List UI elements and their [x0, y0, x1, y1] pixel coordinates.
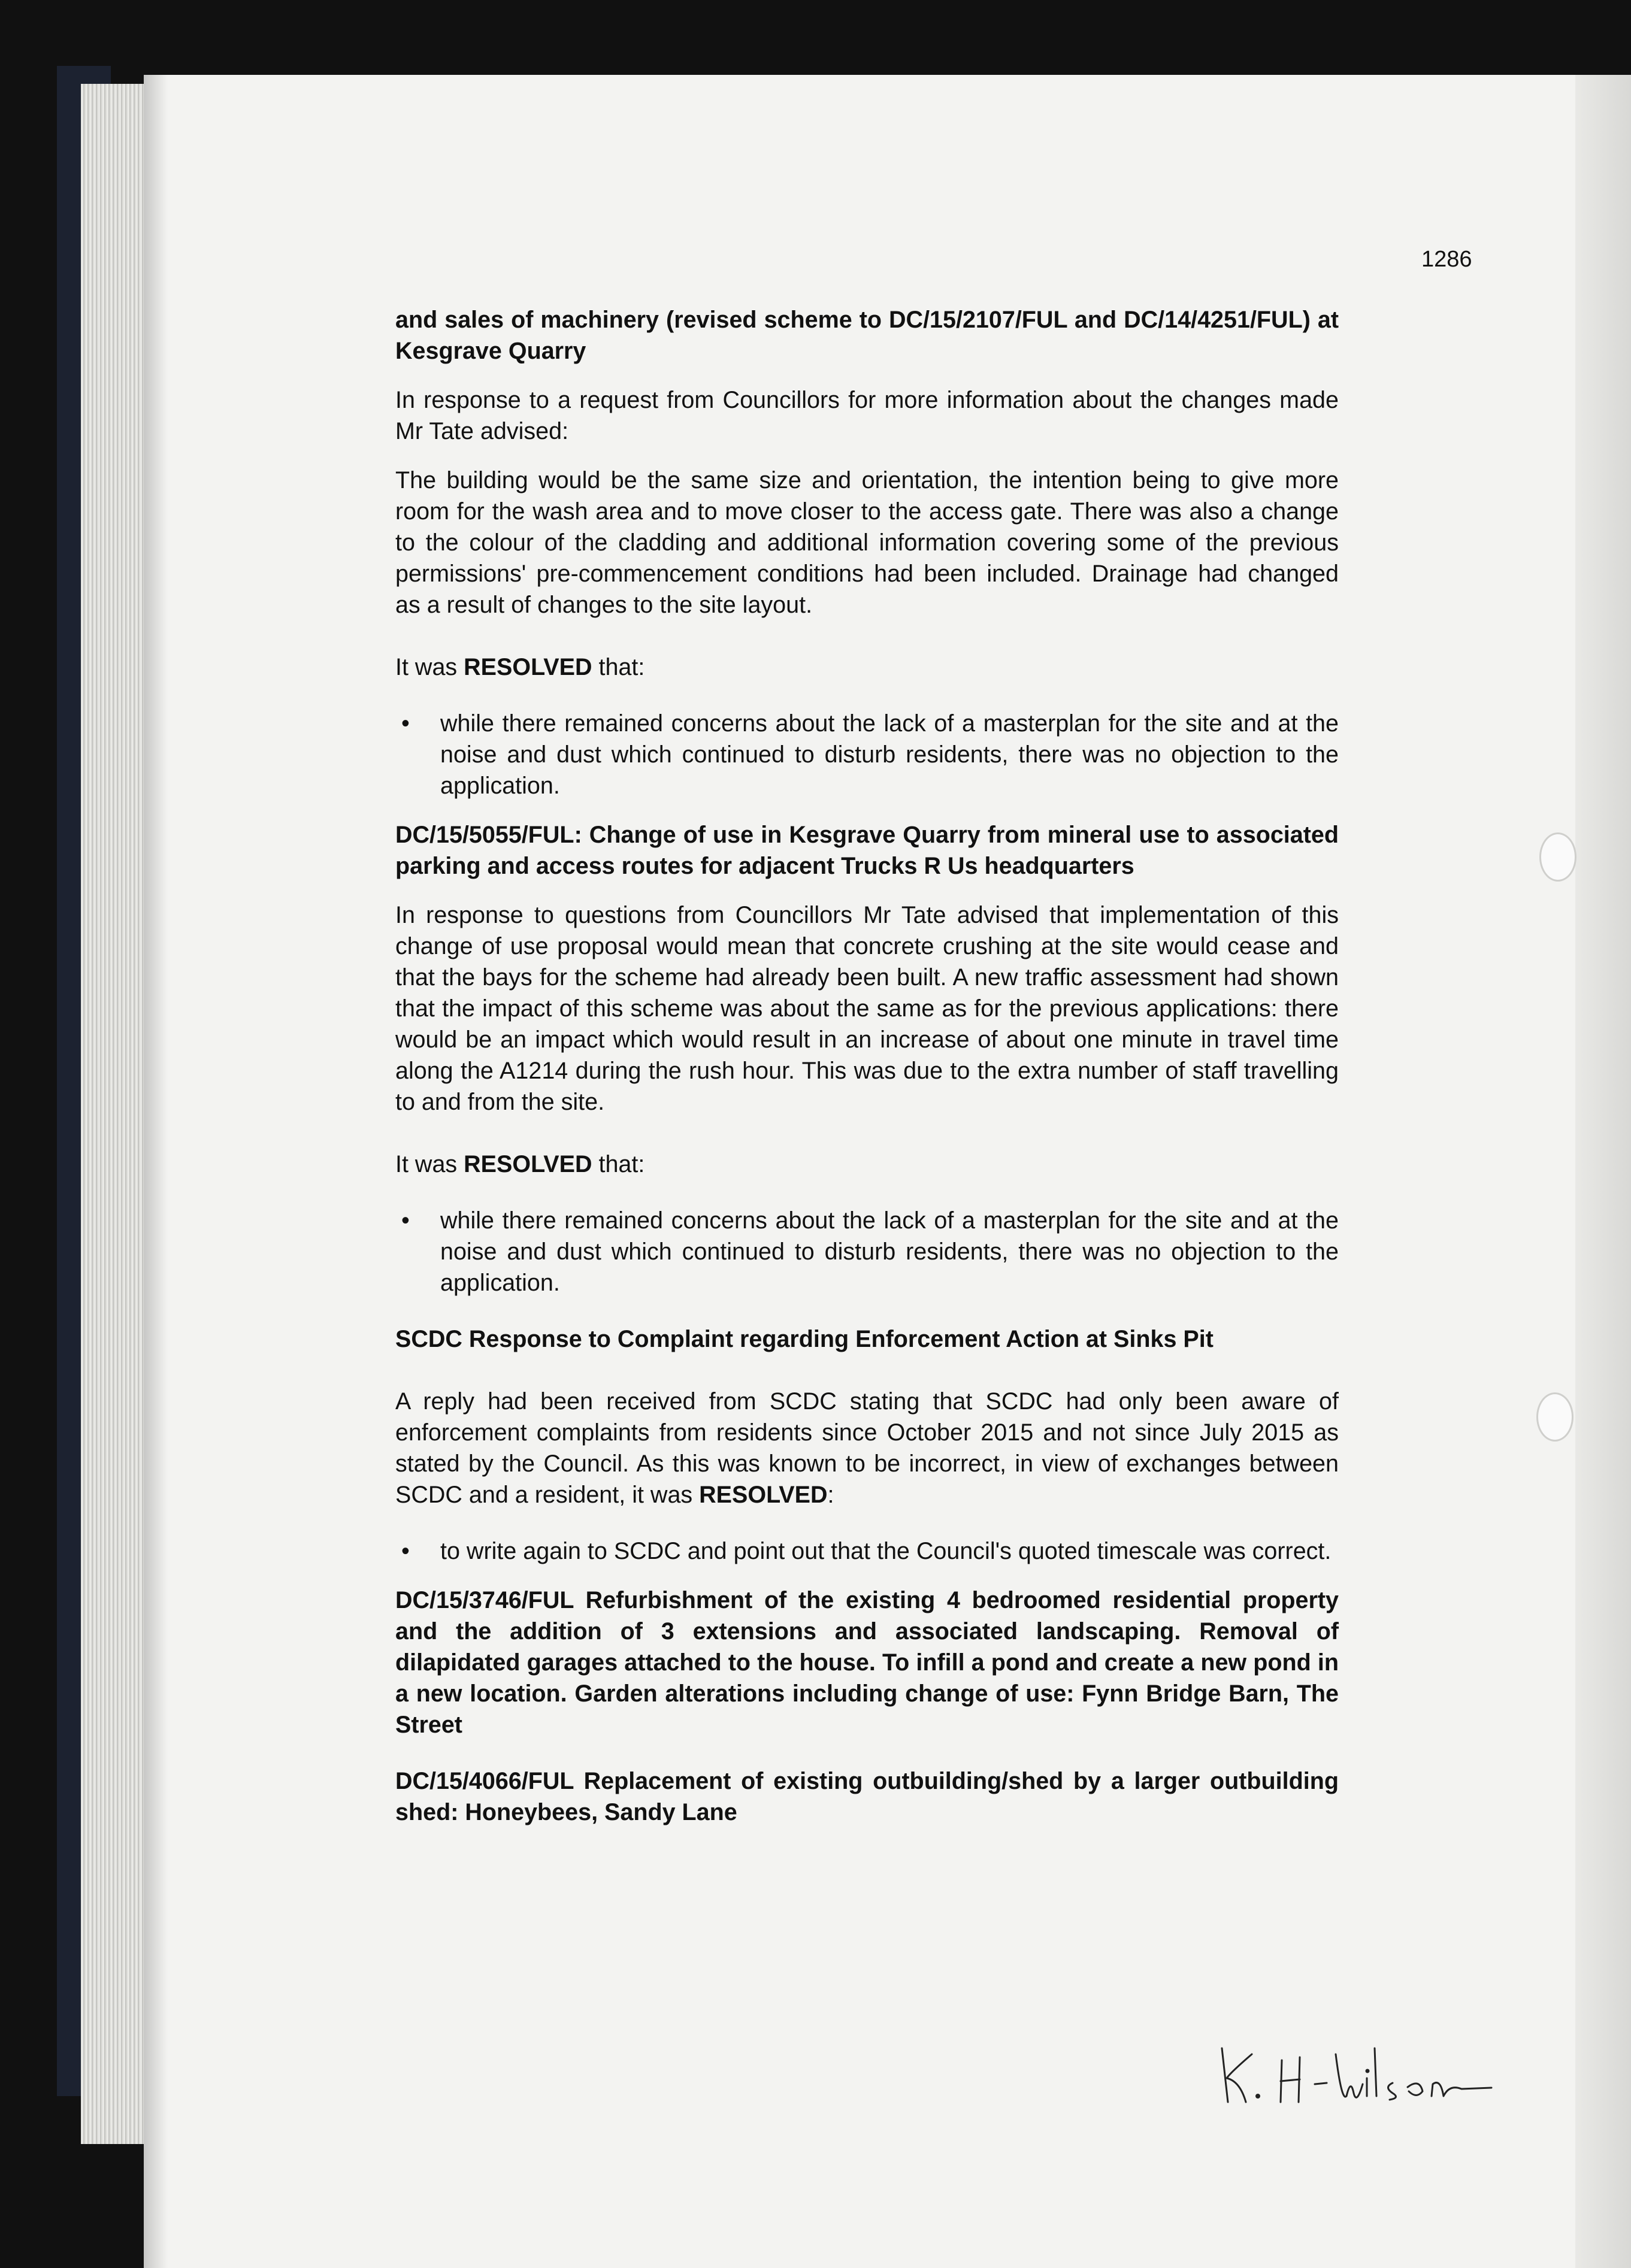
page-edges: [81, 84, 150, 2144]
resolution-list: [395, 708, 1339, 801]
bullet-marker: •: [401, 710, 410, 737]
section-heading: SCDC Response to Complaint regarding Enforcement Action at Sinks Pit: [395, 1326, 1214, 1352]
list-item-text: while there remained concerns about the lack of a masterplan for the site and at the noise and dust which continued to disturb residents, there was no objection to the application.: [440, 1207, 1339, 1296]
list-item-text: while there remained concerns about the lack of a masterplan for the site and at the noise and dust which continued to disturb residents, there was no objection to the application.: [440, 710, 1339, 799]
resolution-line: [395, 1149, 1339, 1180]
list-item-text: to write again to SCDC and point out that the Council's quoted timescale was correct.: [440, 1538, 1332, 1564]
paragraph: In response to questions from Councillors Mr Tate advised that implementation of this change of use proposal would mean that concrete crushing at the site would cease and that the bays for the scheme had already been built. A new traffic assessment had shown that the impact of this scheme was about the same as for the previous applications: there would be an impact which would result in an increase of about one minute in travel time along the A1214 during the rush hour. This was due to the extra number of staff travelling to and from the site.: [395, 902, 1339, 1115]
section-heading: DC/15/3746/FUL Refurbishment of the existing 4 bedroomed residential property and the addition of 3 extensions and associated landscaping. Removal of dilapidated garages attached to the house. To infill a pond and create a new pond in a new location. Garden alterations including change of use: Fynn Bridge Barn, The Street: [395, 1587, 1339, 1738]
resolution-suffix: that:: [592, 1151, 645, 1177]
paragraph: [395, 1386, 1339, 1510]
section-heading: DC/15/4066/FUL Replacement of existing outbuilding/shed by a larger outbuilding shed: Honeybees, Sandy Lane: [395, 1768, 1339, 1825]
resolution-list: [395, 1536, 1339, 1567]
list-item: [401, 708, 1339, 801]
list-item: [401, 1536, 1339, 1567]
minutes-content: [395, 304, 1339, 1828]
list-item: [401, 1205, 1339, 1298]
paragraph-text: A reply had been received from SCDC stating that SCDC had only been aware of enforcement complaints from residents since October 2015 and not since July 2015 as stated by the Council. As this was known to be incorrect, in view of exchanges between SCDC and a resident, it was: [395, 1388, 1339, 1508]
page-right-edge: [1575, 75, 1631, 2268]
bullet-marker: •: [401, 1538, 410, 1564]
punch-hole: [1536, 1392, 1573, 1442]
page-number: 1286: [1421, 247, 1472, 272]
resolved-keyword: RESOLVED: [464, 1151, 592, 1177]
punch-hole: [1539, 832, 1576, 882]
bullet-marker: •: [401, 1207, 410, 1234]
handwritten-signature: [1210, 2036, 1497, 2114]
paragraph-text: :: [827, 1482, 834, 1508]
resolution-line: [395, 652, 1339, 683]
resolution-list: [395, 1205, 1339, 1298]
resolved-keyword: RESOLVED: [699, 1482, 828, 1508]
page-spine-shadow: [144, 75, 168, 2268]
paragraph: The building would be the same size and orientation, the intention being to give more room for the wash area and to move closer to the access gate. There was also a change to the colour of the cladding and additional information covering some of the previous permissions' pre-commencement conditions had been included. Drainage had changed as a result of changes to the site layout.: [395, 467, 1339, 618]
resolution-prefix: It was: [395, 654, 464, 680]
section-heading: and sales of machinery (revised scheme to DC/15/2107/FUL and DC/14/4251/FUL) at Kesgrave Quarry: [395, 307, 1339, 364]
paragraph: In response to a request from Councillors for more information about the changes made Mr Tate advised:: [395, 387, 1339, 444]
resolution-suffix: that:: [592, 654, 645, 680]
section-heading: DC/15/5055/FUL: Change of use in Kesgrave Quarry from mineral use to associated parking and access routes for adjacent Trucks R Us headquarters: [395, 822, 1339, 879]
resolution-prefix: It was: [395, 1151, 464, 1177]
resolved-keyword: RESOLVED: [464, 654, 592, 680]
